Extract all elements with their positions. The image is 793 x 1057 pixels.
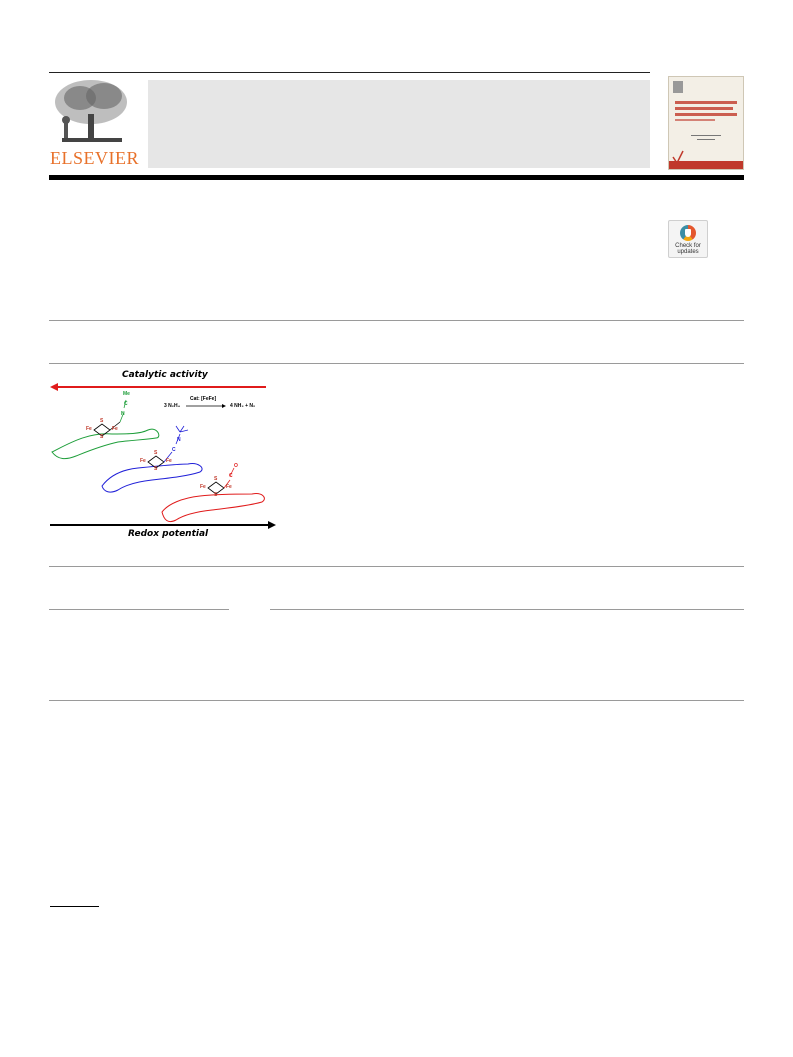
header-top-rule	[49, 72, 650, 73]
atom-s-red-top: S	[214, 476, 218, 482]
atom-fe-green-right: Fe	[112, 426, 118, 432]
atom-c-red: C	[229, 473, 233, 479]
atom-s-blue-top: S	[154, 450, 158, 456]
atom-s-green-top: S	[100, 418, 104, 424]
catalytic-activity-label: Catalytic activity	[122, 370, 208, 380]
divider-below-abstract	[49, 566, 744, 567]
atom-fe-blue-right: Fe	[166, 458, 172, 464]
cover-art-icon	[669, 77, 743, 169]
atom-n-green: N	[121, 411, 125, 417]
graphical-abstract	[48, 368, 278, 543]
badge-line1: Check for	[675, 243, 701, 249]
atom-s-green-bottom: S	[100, 434, 104, 440]
badge-line2: updates	[677, 249, 699, 255]
reactant-label: 3 N₂H₄	[164, 403, 180, 409]
divider-graphical-abstract	[49, 363, 744, 364]
product-label: 4 NH₃ + N₂	[230, 403, 256, 409]
atom-n-blue: N	[177, 437, 181, 443]
divider-keywords-right	[270, 609, 744, 610]
atom-fe-green-left: Fe	[86, 426, 92, 432]
catalyst-label: Cat: [FeFe]	[190, 396, 217, 402]
header-thick-rule	[49, 175, 744, 180]
divider-introduction	[49, 700, 744, 701]
graphical-abstract-figure	[48, 368, 278, 543]
footnote-rule	[50, 906, 99, 907]
ligand-me-label: Me	[123, 391, 130, 397]
atom-fe-blue-left: Fe	[140, 458, 146, 464]
journal-cover-thumbnail[interactable]	[668, 76, 744, 170]
publisher-logo[interactable]	[50, 78, 139, 170]
journal-header-banner	[148, 80, 650, 168]
atom-s-red-bottom: S	[214, 492, 218, 498]
atom-c-green: C	[124, 401, 128, 407]
check-for-updates-badge[interactable]	[668, 220, 708, 258]
tree-emblem-icon	[50, 78, 132, 146]
publisher-logo-text: ELSEVIER	[50, 148, 139, 168]
bookmark-icon	[680, 225, 696, 241]
atom-fe-red-right: Fe	[226, 484, 232, 490]
redox-potential-label: Redox potential	[128, 529, 209, 539]
atom-o-red: O	[234, 463, 238, 469]
atom-s-blue-bottom: S	[154, 466, 158, 472]
divider-keywords-left	[49, 609, 229, 610]
atom-fe-red-left: Fe	[200, 484, 206, 490]
divider-article-info	[49, 320, 744, 321]
atom-c-blue: C	[172, 447, 176, 453]
